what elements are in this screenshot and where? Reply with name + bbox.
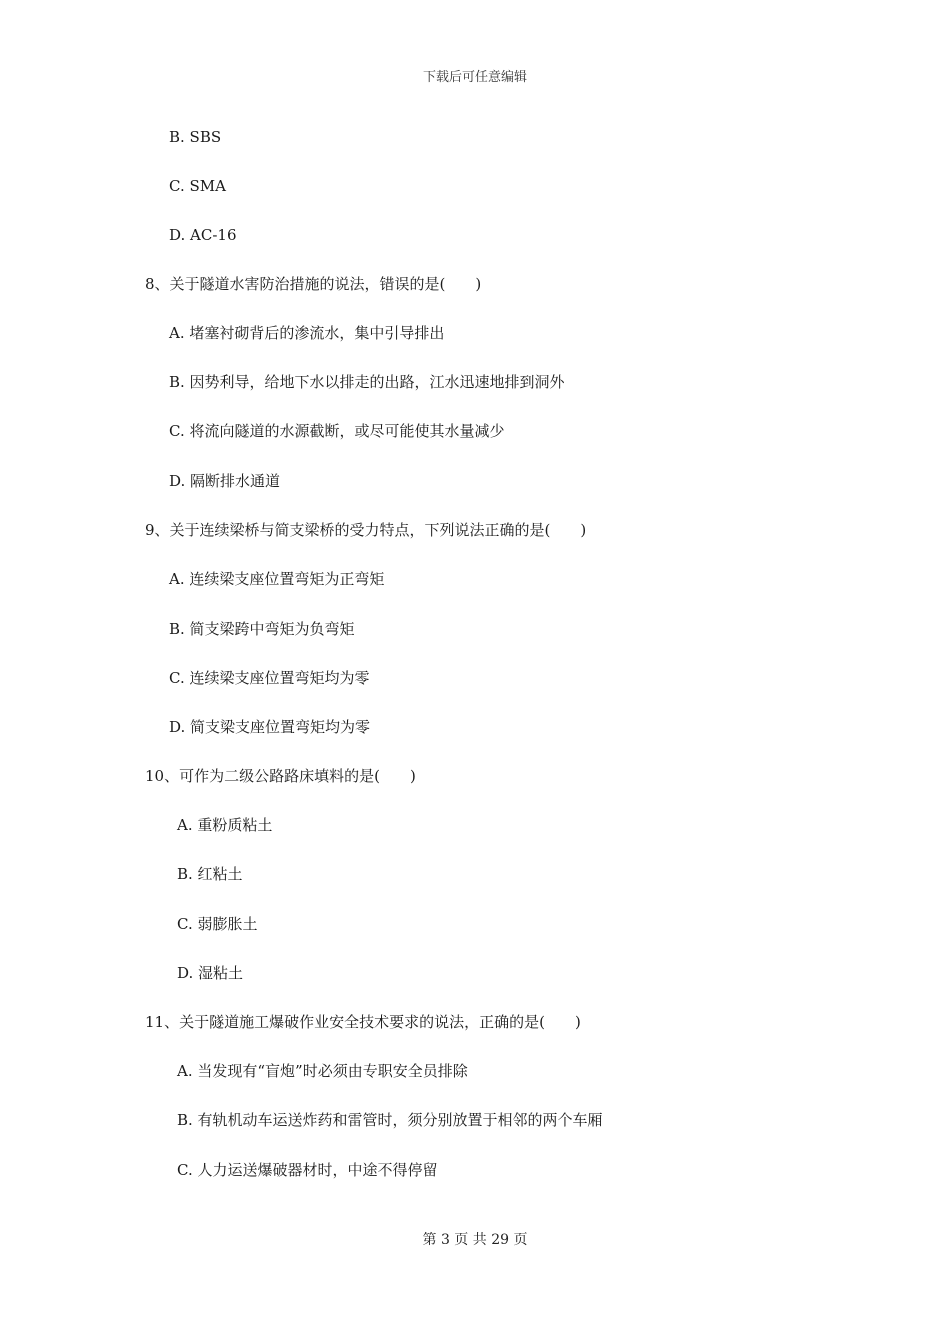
line-16: C. 弱膨胀土 [177, 915, 258, 933]
page-header: 下载后可任意编辑 [422, 70, 527, 85]
page-footer: 第 3 页 共 29 页 [422, 1232, 528, 1248]
line-7: D. 隔断排水通道 [169, 472, 281, 490]
question-11: 11、关于隧道施工爆破作业安全技术要求的说法，正确的是( ) [145, 1013, 581, 1031]
line-4: A. 堵塞衬砌背后的渗流水，集中引导排出 [169, 324, 445, 342]
question-9: 9、关于连续梁桥与简支梁桥的受力特点，下列说法正确的是( ) [145, 521, 587, 539]
line-6: C. 将流向隧道的水源截断，或尽可能使其水量减少 [169, 422, 505, 440]
line-1: C. SMA [169, 177, 226, 195]
line-2: D. AC-16 [169, 226, 237, 244]
question-10: 10、可作为二级公路路床填料的是( ) [145, 767, 416, 785]
line-20: B. 有轨机动车运送炸药和雷管时，须分别放置于相邻的两个车厢 [177, 1111, 603, 1129]
line-9: A. 连续梁支座位置弯矩为正弯矩 [169, 570, 385, 588]
line-19: A. 当发现有“盲炮”时必须由专职安全员排除 [177, 1062, 468, 1080]
question-8: 8、关于隧道水害防治措施的说法，错误的是( ) [145, 275, 482, 293]
line-11: C. 连续梁支座位置弯矩均为零 [169, 669, 370, 687]
line-10: B. 简支梁跨中弯矩为负弯矩 [169, 620, 355, 638]
line-5: B. 因势利导，给地下水以排走的出路，江水迅速地排到洞外 [169, 373, 565, 391]
line-17: D. 湿粘土 [177, 964, 244, 982]
line-12: D. 简支梁支座位置弯矩均为零 [169, 718, 371, 736]
line-15: B. 红粘土 [177, 865, 243, 883]
line-21: C. 人力运送爆破器材时，中途不得停留 [177, 1161, 438, 1179]
line-0: B. SBS [169, 128, 222, 146]
line-14: A. 重粉质粘土 [177, 816, 273, 834]
